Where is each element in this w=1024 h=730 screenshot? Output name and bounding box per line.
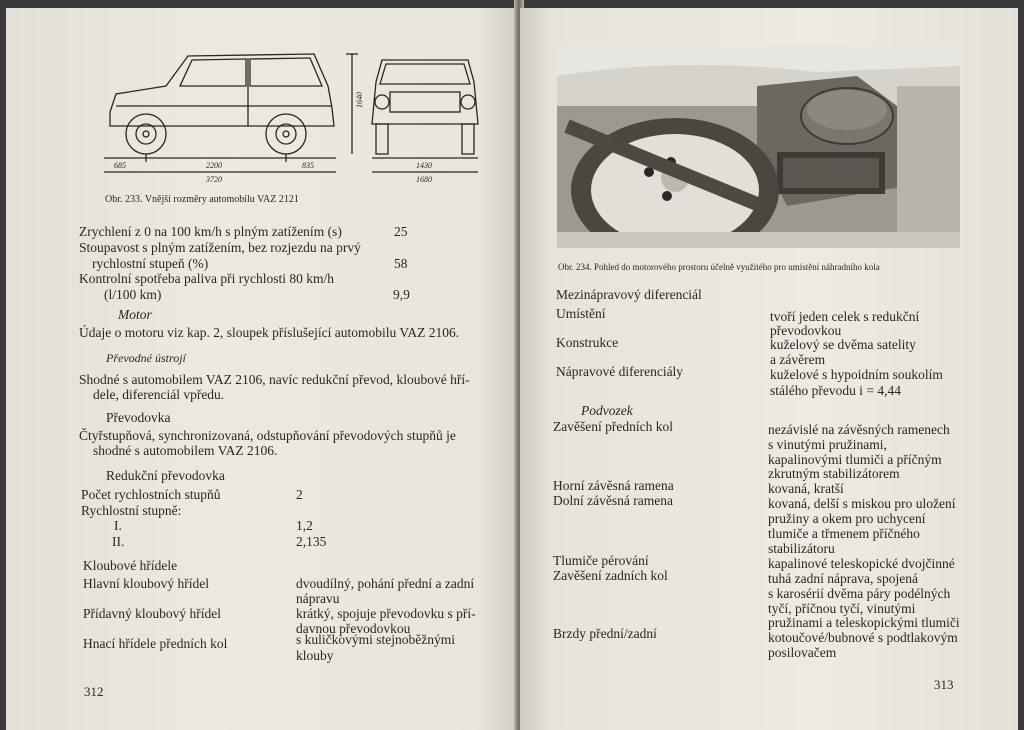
shaft-value-1-line-1: davnou převodovkou — [296, 621, 411, 636]
dim-1430: 1430 — [416, 161, 432, 170]
chassis-label-2: Dolní závěsná ramena — [553, 493, 673, 508]
diff-value-1-line-0: kuželový se dvěma satelity — [770, 337, 916, 352]
chassis-value-2-line-3: stabilizátoru — [768, 541, 835, 556]
shaft-value-0-line-1: nápravu — [296, 591, 340, 606]
gearbox-line-0: Čtyřstupňová, synchronizovaná, odstupňování převodových stupňů je — [79, 428, 456, 443]
dim-835: 835 — [302, 161, 314, 170]
diff-heading: Mezinápravový diferenciál — [556, 287, 702, 302]
shaft-value-1-line-0: krátký, spojuje převodovku s pří- — [296, 606, 476, 621]
chassis-value-1-line-0: kovaná, kratší — [768, 481, 844, 496]
figure-234-caption: Obr. 234. Pohled do motorového prostoru účelně využitého pro umístění náhradního kola — [558, 262, 880, 272]
vehicle-dimension-drawing — [96, 46, 498, 192]
chassis-value-4-line-0: tuhá zadní náprava, spojená — [768, 571, 918, 586]
chassis-value-0-line-3: zkrutným stabilizátorem — [768, 466, 900, 481]
reduction-heading: Redukční převodovka — [106, 468, 225, 483]
shafts-heading: Kloubové hřídele — [83, 558, 178, 573]
shaft-value-2-line-1: klouby — [296, 648, 334, 663]
chassis-value-4-line-3: pružinami a teleskopickými tlumiči — [768, 615, 960, 630]
reduction-value-0: 2 — [296, 487, 303, 502]
motor-text: Údaje o motoru viz kap. 2, sloupek příslušející automobilu VAZ 2106. — [79, 325, 460, 340]
diff-value-2-line-0: kuželové s hypoidním soukolím — [770, 367, 943, 382]
reduction-value-2: 1,2 — [296, 518, 313, 533]
gearbox-line-1: shodné s automobilem VAZ 2106. — [93, 443, 278, 458]
shaft-label-0: Hlavní kloubový hřídel — [83, 576, 209, 591]
figure-233-caption: Obr. 233. Vnější rozměry automobilu VAZ 2121 — [105, 194, 299, 205]
chassis-label-4: Zavěšení zadních kol — [553, 568, 668, 583]
chassis-value-5-line-1: posilovačem — [768, 645, 837, 660]
chassis-value-5-line-0: kotoučové/bubnové s podtlakovým — [768, 630, 958, 645]
chassis-value-3-line-0: kapalinové teleskopické dvojčinné — [768, 556, 955, 571]
perf-label-1: Stoupavost s plným zatížením, bez rozjezdu na prvý — [79, 240, 361, 255]
reduction-label-3: II. — [112, 534, 125, 549]
transmission-heading: Převodné ústrojí — [106, 351, 186, 365]
dim-2200: 2200 — [206, 161, 222, 170]
chassis-label-5: Brzdy přední/zadní — [553, 626, 657, 641]
chassis-heading: Podvozek — [581, 403, 633, 418]
perf-value-2: 58 — [394, 256, 408, 271]
chassis-value-2-line-1: pružiny a okem pro uchycení — [768, 511, 926, 526]
diff-label-1: Konstrukce — [556, 335, 619, 350]
transmission-line-0: Shodné s automobilem VAZ 2106, navíc redukční převod, kloubové hří- — [79, 372, 470, 387]
chassis-value-4-line-1: s karosérií dvěma páry podélných — [768, 586, 951, 601]
perf-label-2: rychlostní stupeň (%) — [92, 256, 209, 271]
diff-value-1-line-1: a závěrem — [770, 352, 826, 367]
perf-label-4: (l/100 km) — [104, 287, 162, 302]
chassis-label-1: Horní závěsná ramena — [553, 478, 674, 493]
reduction-value-3: 2,135 — [296, 534, 327, 549]
chassis-value-2-line-2: tlumiče a třmenem příčného — [768, 526, 920, 541]
motor-heading: Motor — [118, 307, 152, 322]
diff-label-0: Umístění — [556, 306, 606, 321]
chassis-value-0-line-2: kapalinovými tlumiči a příčným — [768, 452, 942, 467]
shaft-label-2: Hnací hřídele předních kol — [83, 636, 228, 651]
gearbox-heading: Převodovka — [106, 410, 171, 425]
chassis-value-4-line-2: tyčí, příčnou tyčí, vinutými — [768, 601, 916, 616]
reduction-label-0: Počet rychlostních stupňů — [81, 487, 221, 502]
transmission-line-1: dele, diferenciál vpředu. — [93, 387, 225, 402]
dim-1640: 1640 — [355, 92, 364, 108]
diff-value-0-line-1: převodovkou — [770, 323, 842, 338]
diff-value-0-line-0: tvoří jeden celek s redukční — [770, 309, 920, 324]
diff-value-2-line-1: stálého převodu i = 4,44 — [770, 383, 901, 398]
shaft-value-0-line-0: dvoudílný, pohání přední a zadní — [296, 576, 475, 591]
perf-label-3: Kontrolní spotřeba paliva při rychlosti 80 km/h — [79, 271, 334, 286]
diff-label-2: Nápravové diferenciály — [556, 364, 684, 379]
shaft-value-2-line-0: s kuličkovými stejnoběžnými — [296, 632, 455, 647]
reduction-label-1: Rychlostní stupně: — [81, 503, 182, 518]
chassis-label-3: Tlumiče pérování — [553, 553, 649, 568]
reduction-label-2: I. — [114, 518, 122, 533]
chassis-label-0: Zavěšení předních kol — [553, 419, 673, 434]
page-number-right: 313 — [934, 677, 954, 692]
engine-bay-photo — [557, 46, 960, 248]
shaft-label-1: Přídavný kloubový hřídel — [83, 606, 221, 621]
perf-value-0: 25 — [394, 224, 408, 239]
dim-3720: 3720 — [206, 175, 222, 184]
dim-1680: 1680 — [416, 175, 432, 184]
chassis-value-0-line-0: nezávislé na závěsných ramenech — [768, 422, 950, 437]
perf-label-0: Zrychlení z 0 na 100 km/h s plným zatížením (s) — [79, 224, 342, 239]
chassis-value-2-line-0: kovaná, delší s miskou pro uložení — [768, 496, 956, 511]
perf-value-4: 9,9 — [393, 287, 410, 302]
page-number-left: 312 — [84, 684, 104, 699]
chassis-value-0-line-1: s vinutými pružinami, — [768, 437, 887, 452]
dim-685: 685 — [114, 161, 126, 170]
